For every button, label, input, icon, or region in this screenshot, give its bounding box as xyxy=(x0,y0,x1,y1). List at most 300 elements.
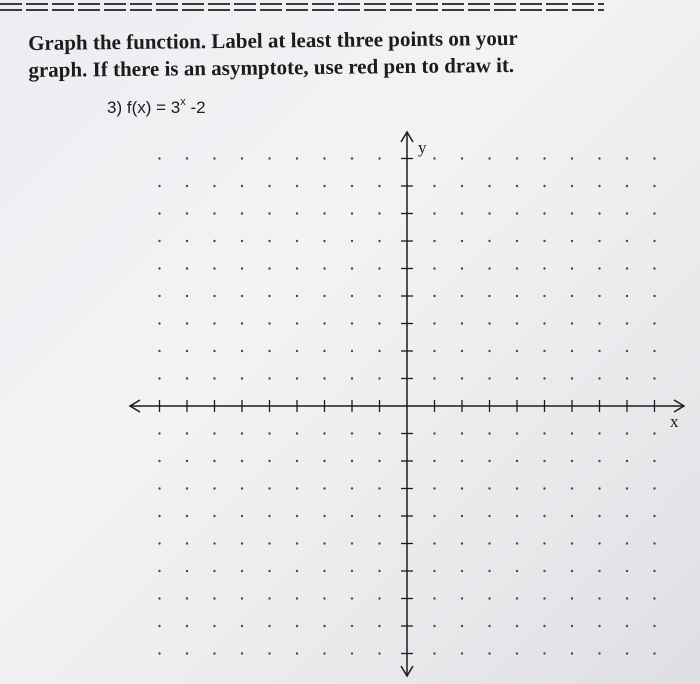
grid-dot xyxy=(378,515,380,517)
grid-dot xyxy=(268,460,270,462)
grid-dot xyxy=(351,460,353,462)
grid-dot xyxy=(241,460,243,462)
grid-dot xyxy=(461,487,463,489)
grid-dot xyxy=(461,240,463,242)
grid-dot xyxy=(213,597,215,599)
grid-dot xyxy=(571,377,573,379)
grid-dot xyxy=(433,267,435,269)
grid-dot xyxy=(598,322,600,324)
grid-dot xyxy=(543,432,545,434)
grid-dot xyxy=(516,487,518,489)
grid-dot xyxy=(186,185,188,187)
grid-dot xyxy=(296,350,298,352)
grid-dot xyxy=(598,515,600,517)
grid-dot xyxy=(186,322,188,324)
grid-dot xyxy=(378,185,380,187)
grid-dot xyxy=(543,295,545,297)
grid-dot xyxy=(351,322,353,324)
grid-dot xyxy=(488,185,490,187)
grid-dot xyxy=(433,350,435,352)
grid-dot xyxy=(296,487,298,489)
grid-dot xyxy=(241,185,243,187)
grid-dot xyxy=(378,652,380,654)
grid-dot xyxy=(323,515,325,517)
grid-dot xyxy=(598,240,600,242)
grid-dot xyxy=(351,185,353,187)
grid-dot xyxy=(516,570,518,572)
grid-dot xyxy=(488,295,490,297)
grid-dot xyxy=(543,487,545,489)
grid-dot xyxy=(268,157,270,159)
grid-dot xyxy=(241,570,243,572)
grid-dot xyxy=(433,295,435,297)
grid-dot xyxy=(571,515,573,517)
grid-dot xyxy=(488,515,490,517)
grid-dot xyxy=(268,267,270,269)
grid-dot xyxy=(296,322,298,324)
grid-dot xyxy=(626,240,628,242)
grid-dot xyxy=(598,542,600,544)
grid-dot xyxy=(323,212,325,214)
grid-dot xyxy=(241,377,243,379)
grid-dot xyxy=(488,625,490,627)
grid-dot xyxy=(268,240,270,242)
grid-dot xyxy=(296,432,298,434)
grid-dot xyxy=(213,185,215,187)
grid-dot xyxy=(598,350,600,352)
grid-dot xyxy=(378,322,380,324)
grid-dot xyxy=(241,542,243,544)
grid-dot xyxy=(241,432,243,434)
grid-dot xyxy=(351,377,353,379)
grid-dot xyxy=(268,432,270,434)
grid-dot xyxy=(461,460,463,462)
x-axis-label: x xyxy=(670,412,679,431)
grid-dot xyxy=(543,322,545,324)
grid-dot xyxy=(158,570,160,572)
grid-dot xyxy=(653,185,655,187)
grid-dot xyxy=(241,240,243,242)
grid-dot xyxy=(186,625,188,627)
grid-dot xyxy=(543,350,545,352)
grid-dot xyxy=(653,515,655,517)
grid-dot xyxy=(598,460,600,462)
grid-dot xyxy=(323,295,325,297)
grid-dot xyxy=(213,240,215,242)
grid-dot xyxy=(433,570,435,572)
grid-dot xyxy=(268,652,270,654)
grid-dot xyxy=(213,570,215,572)
grid-dot xyxy=(351,515,353,517)
grid-dot xyxy=(626,597,628,599)
grid-dot xyxy=(626,212,628,214)
grid-dot xyxy=(323,350,325,352)
grid-dot xyxy=(213,267,215,269)
grid-dot xyxy=(378,240,380,242)
grid-dot xyxy=(626,350,628,352)
grid-dot xyxy=(488,322,490,324)
grid-dot xyxy=(296,240,298,242)
grid-dot xyxy=(241,267,243,269)
grid-dot xyxy=(296,377,298,379)
grid-dot xyxy=(241,322,243,324)
grid-dot xyxy=(186,377,188,379)
grid-dot xyxy=(516,377,518,379)
grid-dot xyxy=(158,377,160,379)
grid-dot xyxy=(378,625,380,627)
grid-dot xyxy=(433,487,435,489)
grid-dot xyxy=(323,597,325,599)
grid-dot xyxy=(543,515,545,517)
problem-function: f(x) = 3 xyxy=(126,98,181,117)
grid-dot xyxy=(571,322,573,324)
grid-dot xyxy=(323,240,325,242)
grid-dot xyxy=(323,460,325,462)
grid-dot xyxy=(186,212,188,214)
grid-dot xyxy=(598,432,600,434)
grid-dot xyxy=(488,157,490,159)
grid-dot xyxy=(598,295,600,297)
grid-dot xyxy=(571,570,573,572)
grid-dot xyxy=(378,597,380,599)
grid-dot xyxy=(626,570,628,572)
grid-dot xyxy=(598,625,600,627)
grid-dot xyxy=(213,625,215,627)
grid-dot xyxy=(653,350,655,352)
grid-dot xyxy=(186,487,188,489)
grid-dot xyxy=(571,652,573,654)
grid-dot xyxy=(213,460,215,462)
grid-dot xyxy=(268,185,270,187)
grid-dot xyxy=(516,350,518,352)
grid-dot xyxy=(323,652,325,654)
grid-dot xyxy=(323,185,325,187)
grid-dot xyxy=(378,432,380,434)
grid-dot xyxy=(296,212,298,214)
grid-dot xyxy=(213,157,215,159)
grid-dot xyxy=(626,377,628,379)
grid-dot xyxy=(598,652,600,654)
grid-dot xyxy=(488,267,490,269)
grid-dot xyxy=(488,240,490,242)
grid-dot xyxy=(488,212,490,214)
grid-dot xyxy=(543,212,545,214)
grid-dot xyxy=(571,460,573,462)
grid-dot xyxy=(433,432,435,434)
grid-dot xyxy=(296,597,298,599)
grid-dot xyxy=(516,185,518,187)
grid-dot xyxy=(543,542,545,544)
grid-dot xyxy=(213,212,215,214)
grid-dot xyxy=(571,267,573,269)
grid-dot xyxy=(351,350,353,352)
grid-dot xyxy=(241,295,243,297)
grid-dot xyxy=(158,185,160,187)
grid-dot xyxy=(158,350,160,352)
grid-dot xyxy=(571,295,573,297)
grid-dot xyxy=(543,625,545,627)
grid-dot xyxy=(626,157,628,159)
grid-dot xyxy=(516,432,518,434)
grid-dot xyxy=(268,377,270,379)
grid-dot xyxy=(543,570,545,572)
grid-dot xyxy=(461,432,463,434)
grid-dot xyxy=(296,515,298,517)
grid-dot xyxy=(378,377,380,379)
grid-dot xyxy=(158,542,160,544)
grid-dot xyxy=(158,240,160,242)
grid-dot xyxy=(516,652,518,654)
grid-dot xyxy=(571,597,573,599)
grid-dot xyxy=(241,157,243,159)
grid-dot xyxy=(378,460,380,462)
grid-dot xyxy=(488,570,490,572)
grid-dot xyxy=(213,322,215,324)
grid-dot xyxy=(186,515,188,517)
grid-dot xyxy=(323,157,325,159)
grid-dot xyxy=(598,212,600,214)
grid-dot xyxy=(461,625,463,627)
grid-dot xyxy=(378,542,380,544)
grid-dot xyxy=(626,515,628,517)
grid-dot xyxy=(653,597,655,599)
grid-dot xyxy=(378,570,380,572)
grid-dot xyxy=(323,625,325,627)
grid-dot xyxy=(268,487,270,489)
grid-dot xyxy=(461,212,463,214)
grid-dot xyxy=(158,515,160,517)
grid-dot xyxy=(488,652,490,654)
grid-dot xyxy=(268,542,270,544)
grid-dot xyxy=(158,212,160,214)
grid-dot xyxy=(351,267,353,269)
grid-dot xyxy=(598,157,600,159)
grid-dot xyxy=(516,515,518,517)
grid-dot xyxy=(653,267,655,269)
grid-dot xyxy=(598,597,600,599)
grid-dot xyxy=(186,432,188,434)
y-axis-label: y xyxy=(418,138,427,157)
grid-dot xyxy=(543,652,545,654)
grid-dot xyxy=(213,487,215,489)
grid-dot xyxy=(158,597,160,599)
grid-dot xyxy=(213,377,215,379)
grid-dot xyxy=(653,460,655,462)
grid-dot xyxy=(378,212,380,214)
grid-dot xyxy=(626,652,628,654)
grid-dot xyxy=(571,157,573,159)
grid-dot xyxy=(598,377,600,379)
grid-dot xyxy=(653,652,655,654)
grid-dot xyxy=(213,652,215,654)
grid-dot xyxy=(296,185,298,187)
grid-dot xyxy=(186,652,188,654)
grid-dot xyxy=(268,515,270,517)
grid-dot xyxy=(433,515,435,517)
grid-dot xyxy=(598,487,600,489)
grid-dot xyxy=(653,212,655,214)
grid-dot xyxy=(296,542,298,544)
grid-dot xyxy=(351,652,353,654)
grid-dot xyxy=(653,487,655,489)
grid-dot xyxy=(186,460,188,462)
grid-dot xyxy=(268,212,270,214)
grid-dot xyxy=(268,570,270,572)
grid-dot xyxy=(516,322,518,324)
grid-dot xyxy=(488,377,490,379)
grid-dot xyxy=(158,157,160,159)
grid-dot xyxy=(213,432,215,434)
grid-dot xyxy=(296,570,298,572)
grid-dot xyxy=(598,185,600,187)
grid-dot xyxy=(268,295,270,297)
grid-dot xyxy=(296,295,298,297)
grid-dot xyxy=(516,267,518,269)
grid-dot xyxy=(461,515,463,517)
grid-dot xyxy=(351,240,353,242)
grid-dot xyxy=(378,350,380,352)
grid-dot xyxy=(488,542,490,544)
grid-dot xyxy=(653,570,655,572)
grid-dot xyxy=(378,487,380,489)
grid-dot xyxy=(653,240,655,242)
grid-dot xyxy=(241,652,243,654)
grid-dot xyxy=(186,295,188,297)
grid-dot xyxy=(571,625,573,627)
instructions-line-1: Graph the function. Label at least three points on your xyxy=(28,25,518,55)
grid-dot xyxy=(186,240,188,242)
grid-dot xyxy=(296,460,298,462)
grid-dot xyxy=(186,350,188,352)
instructions-line-2: graph. If there is an asymptote, use red pen to draw it. xyxy=(28,52,515,82)
grid-dot xyxy=(351,157,353,159)
grid-dot xyxy=(461,322,463,324)
grid-dot xyxy=(516,597,518,599)
grid-dot xyxy=(571,487,573,489)
grid-dot xyxy=(186,267,188,269)
grid-dot xyxy=(213,295,215,297)
grid-dot xyxy=(323,377,325,379)
grid-dot xyxy=(296,652,298,654)
grid-dot xyxy=(543,377,545,379)
grid-dot xyxy=(488,460,490,462)
grid-dot xyxy=(158,295,160,297)
grid-dot xyxy=(268,625,270,627)
grid-dot xyxy=(571,185,573,187)
grid-dot xyxy=(598,267,600,269)
grid-dot xyxy=(241,597,243,599)
grid-dot xyxy=(268,597,270,599)
grid-dot xyxy=(296,157,298,159)
grid-dot xyxy=(213,350,215,352)
grid-dot xyxy=(351,487,353,489)
grid-dot xyxy=(488,432,490,434)
grid-dot xyxy=(158,432,160,434)
grid-dot xyxy=(351,597,353,599)
grid-dot xyxy=(323,570,325,572)
grid-dot xyxy=(516,295,518,297)
grid-dot xyxy=(571,542,573,544)
grid-dot xyxy=(461,157,463,159)
grid-dot xyxy=(213,542,215,544)
grid-dot xyxy=(461,185,463,187)
grid-dot xyxy=(653,432,655,434)
grid-dot xyxy=(378,295,380,297)
grid-dot xyxy=(571,240,573,242)
grid-dot xyxy=(433,652,435,654)
grid-dot xyxy=(516,542,518,544)
grid-dot xyxy=(461,295,463,297)
grid-dot xyxy=(186,157,188,159)
grid-dot xyxy=(241,212,243,214)
grid-dot xyxy=(516,212,518,214)
grid-dot xyxy=(323,432,325,434)
grid-dot xyxy=(433,377,435,379)
grid-dot xyxy=(626,185,628,187)
grid-dot xyxy=(433,157,435,159)
grid-dot xyxy=(571,350,573,352)
grid-dot xyxy=(461,267,463,269)
grid-dot xyxy=(433,542,435,544)
grid-dot xyxy=(653,322,655,324)
grid-dot xyxy=(461,377,463,379)
grid-dot xyxy=(571,432,573,434)
grid-dot xyxy=(241,515,243,517)
grid-dot xyxy=(626,460,628,462)
grid-dot xyxy=(516,157,518,159)
grid-dot xyxy=(543,157,545,159)
grid-dot xyxy=(543,597,545,599)
grid-dot xyxy=(598,570,600,572)
grid-dot xyxy=(433,625,435,627)
grid-dot xyxy=(626,432,628,434)
problem-number: 3) xyxy=(107,98,123,117)
grid-dot xyxy=(461,542,463,544)
grid-dot xyxy=(488,350,490,352)
grid-dot xyxy=(351,570,353,572)
grid-dot xyxy=(433,212,435,214)
grid-dot xyxy=(323,542,325,544)
grid-dot xyxy=(158,487,160,489)
grid-dot xyxy=(543,460,545,462)
problem-constant: -2 xyxy=(185,98,206,117)
grid-dot xyxy=(268,322,270,324)
grid-dot xyxy=(433,322,435,324)
grid-dot xyxy=(626,625,628,627)
problem-exponent: x xyxy=(180,96,186,108)
grid-dot xyxy=(516,240,518,242)
grid-dot xyxy=(158,652,160,654)
grid-dot xyxy=(268,350,270,352)
grid-dot xyxy=(653,157,655,159)
grid-dot xyxy=(351,212,353,214)
grid-dot xyxy=(186,542,188,544)
grid-dot xyxy=(516,460,518,462)
grid-dot xyxy=(158,267,160,269)
grid-dot xyxy=(488,597,490,599)
grid-dot xyxy=(626,267,628,269)
grid-dot xyxy=(323,487,325,489)
grid-dot xyxy=(653,295,655,297)
grid-dot xyxy=(378,267,380,269)
grid-dot xyxy=(488,487,490,489)
grid-dot xyxy=(571,212,573,214)
grid-dot xyxy=(351,432,353,434)
grid-dot xyxy=(158,625,160,627)
grid-dot xyxy=(351,625,353,627)
grid-dot xyxy=(461,652,463,654)
grid-dot xyxy=(186,570,188,572)
